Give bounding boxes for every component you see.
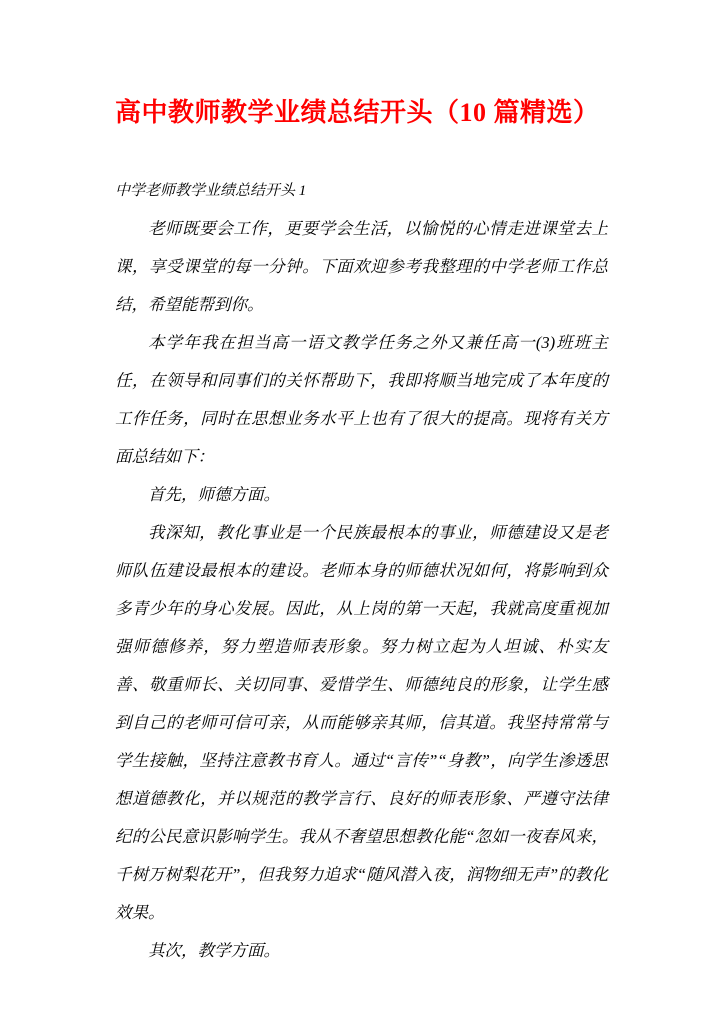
paragraph: 首先，师德方面。 [148,485,280,504]
document-title: 高中教师教学业绩总结开头（10 篇精选） [115,98,600,127]
section-heading: 中学老师教学业绩总结开头 1 [115,183,307,199]
paragraph: 本学年我在担当高一语文教学任务之外又兼任高一(3)班班主任，在领导和同事们的关怀帮助下，我即将顺当地完成了本年度的工作任务，同时在思想业务水平上也有了很大的提高。现将有关方面总结如下： [115,333,608,466]
paragraph: 其次，教学方面。 [148,941,280,960]
paragraph: 老师既要会工作，更要学会生活，以愉悦的心情走进课堂去上课，享受课堂的每一分钟。下面欢迎参考我整理的中学老师工作总结，希望能帮到你。 [115,219,608,314]
document-body [115,172,608,970]
paragraph: 我深知，教化事业是一个民族最根本的事业，师德建设又是老师队伍建设最根本的建设。老师本身的师德状况如何，将影响到众多青少年的身心发展。因此，从上岗的第一天起，我就高度重视加强师德修养，努力塑造师表形象。努力树立起为人坦诚、朴实友善、敬重师长、关切同事、爱惜学生、师德纯良的形象，让学生感到自己的老师可信可亲，从而能够亲其师，信其道。我坚持常常与学生接触，坚持注意教书育人。通过“言传”“身教”，向学生渗透思想道德教化，并以规范的教学言行、良好的师表形象、严遵守法律纪的公民意识影响学生。我从不奢望思想教化能“忽如一夜春风来，千树万树梨花开”，但我努力追求“随风潜入夜，润物细无声”的教化效果。 [115,523,608,922]
